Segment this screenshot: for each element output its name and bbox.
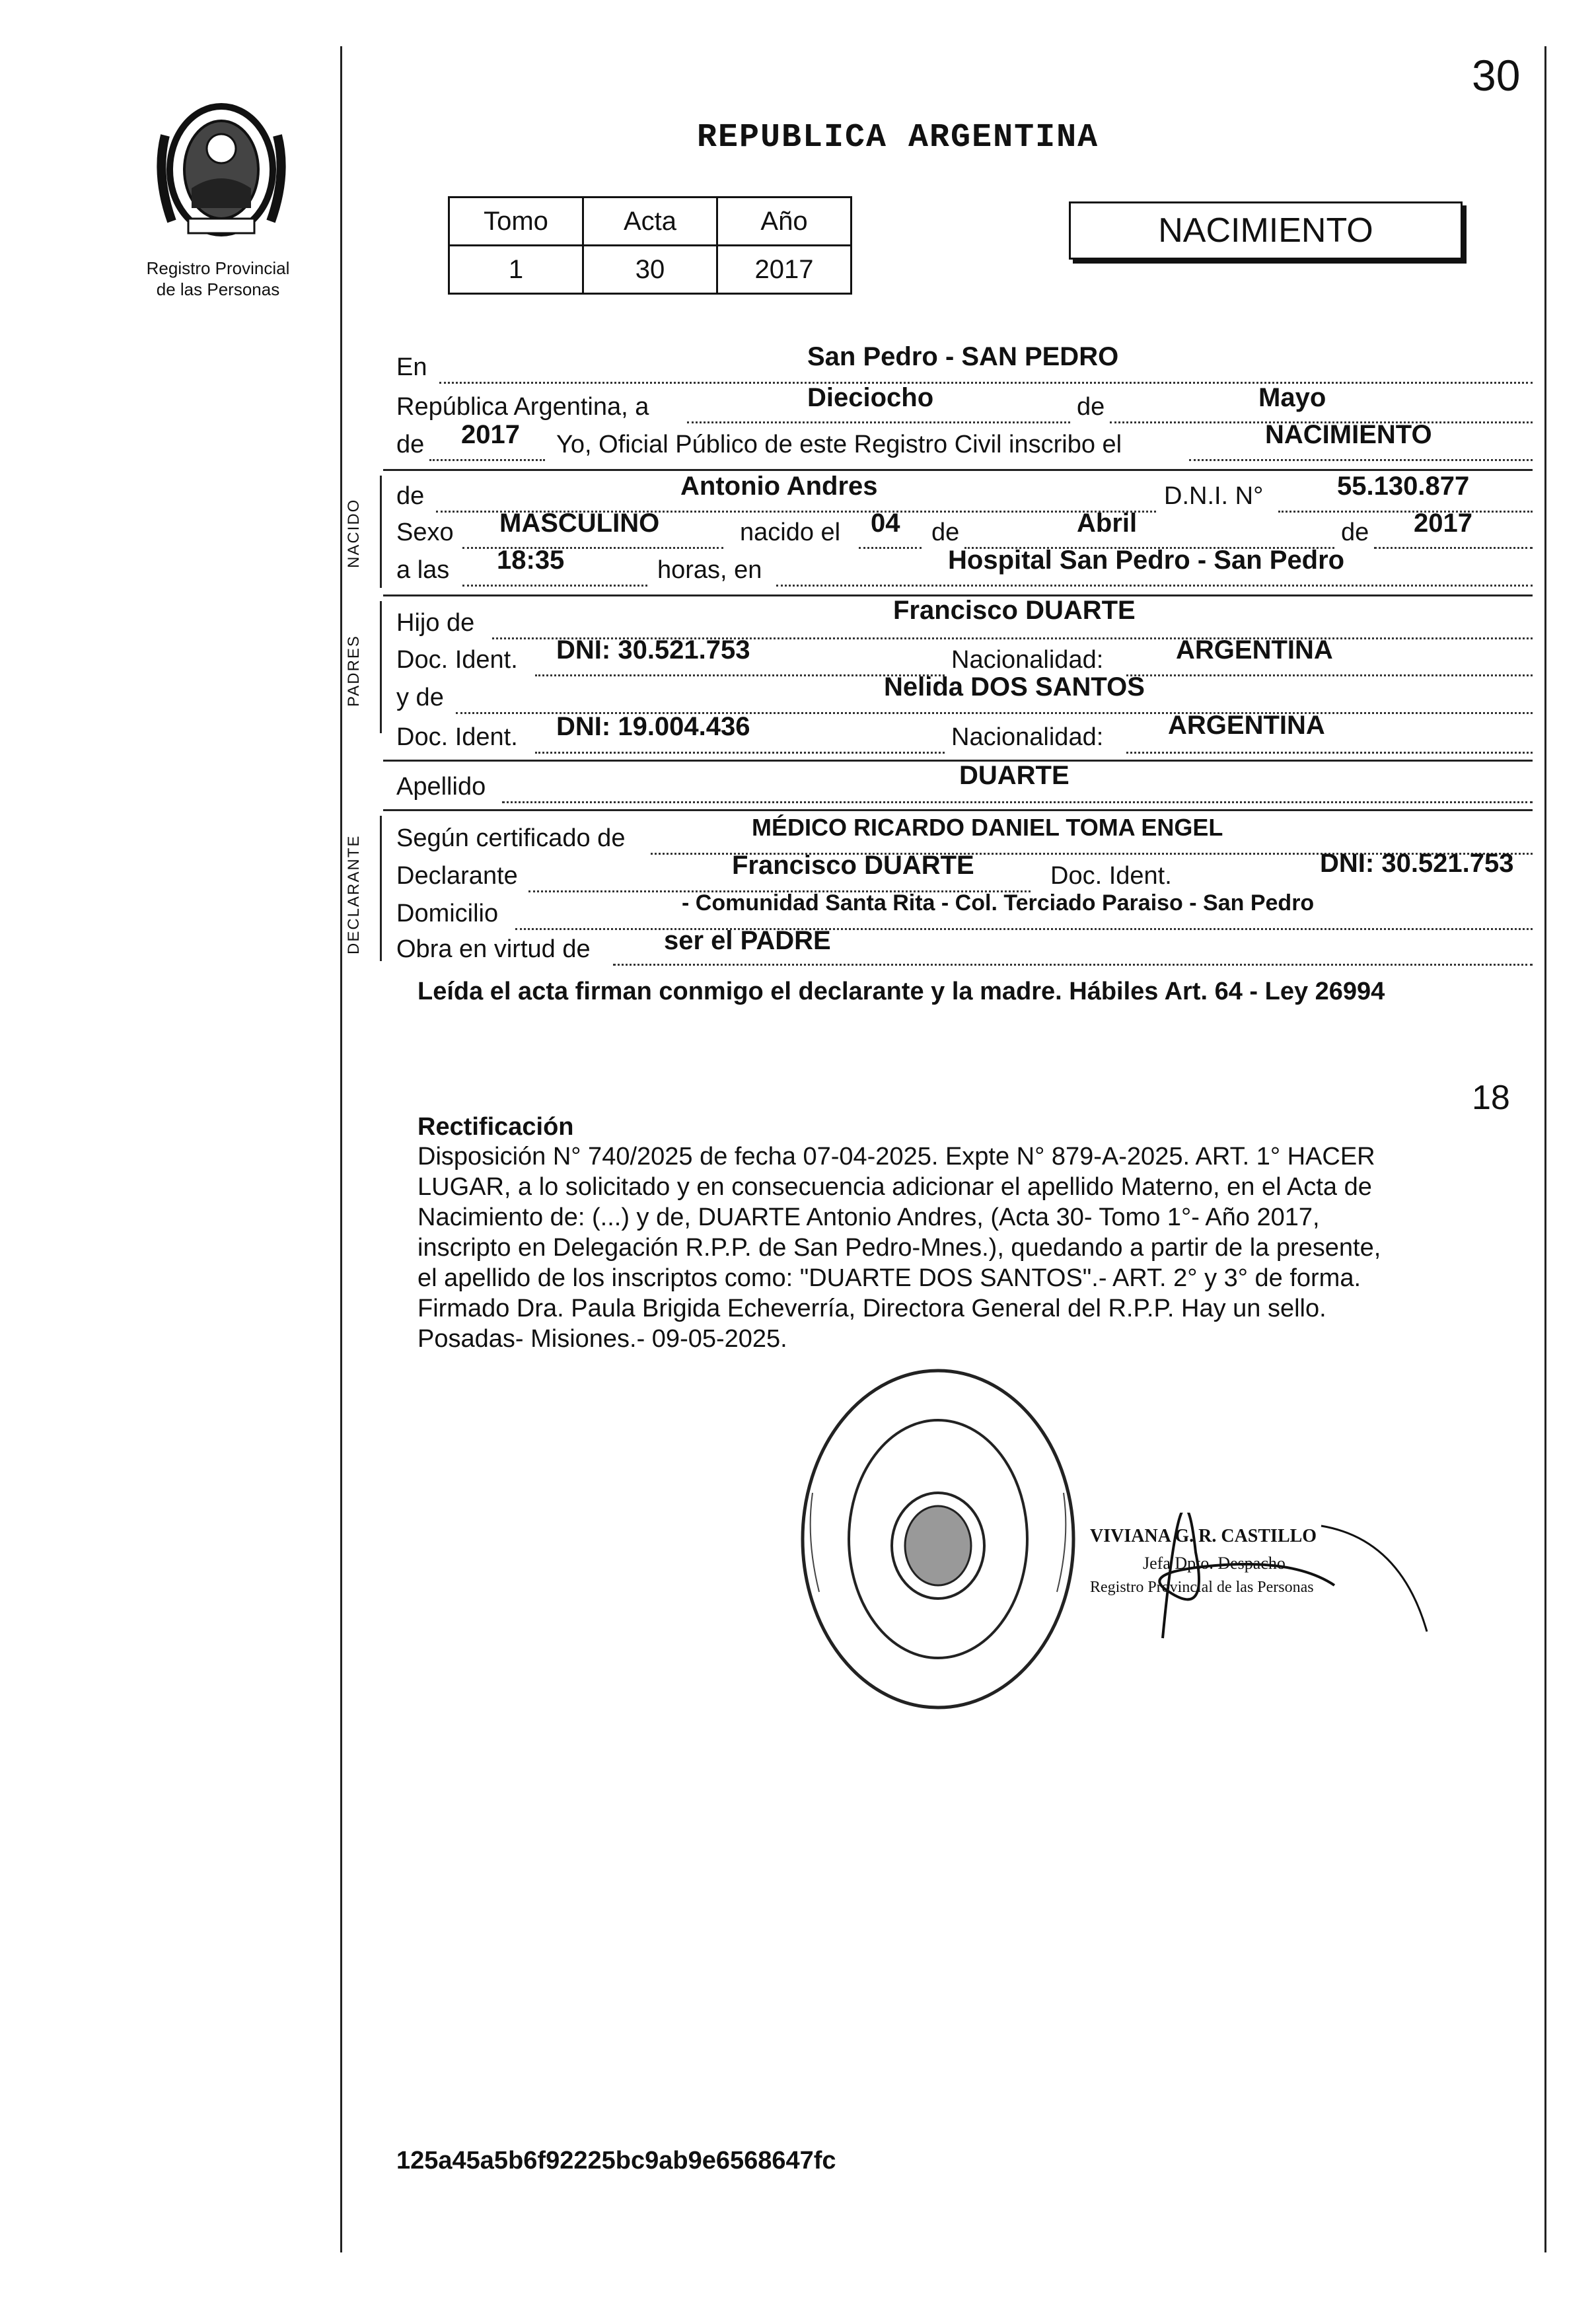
- table-header-acta: Acta: [583, 198, 717, 246]
- de-label-2: de: [396, 431, 425, 458]
- dots: [1126, 674, 1533, 676]
- dots: [859, 547, 922, 549]
- dots: [687, 421, 1070, 423]
- province-logo: [152, 96, 291, 248]
- rect-line: LUGAR, a lo solicitado y en consecuencia adicionar el apellido Materno, en el Acta de: [417, 1173, 1372, 1201]
- nacido-el-label: nacido el: [740, 519, 841, 546]
- hijo-de-label: Hijo de: [396, 609, 475, 637]
- birth-year-value: 2017: [1414, 509, 1472, 538]
- father-nat-value: ARGENTINA: [1176, 635, 1333, 665]
- table-value-tomo: 1: [449, 246, 583, 294]
- separator: [383, 809, 1533, 811]
- obra-label: Obra en virtud de: [396, 935, 591, 963]
- page-number: 30: [1472, 51, 1521, 100]
- mother-nat-value: ARGENTINA: [1168, 711, 1325, 740]
- table-value-ano: 2017: [717, 246, 852, 294]
- en-label: En: [396, 353, 427, 381]
- misiones-seal-icon: [152, 96, 291, 248]
- dots: [502, 801, 1533, 803]
- place-value: San Pedro - SAN PEDRO: [807, 342, 1119, 371]
- register-table-value-row: [449, 246, 852, 294]
- declarante-name-value: Francisco DUARTE: [732, 851, 974, 880]
- signature-role: Jefa Dpto. Despacho: [1143, 1554, 1286, 1573]
- signature-name: VIVIANA G. R. CASTILLO: [1090, 1526, 1317, 1546]
- dots: [439, 382, 1533, 384]
- dots: [1189, 459, 1533, 461]
- register-table: [448, 196, 852, 295]
- dots: [535, 752, 945, 754]
- nacido-de-label-2: de: [931, 519, 960, 546]
- apellido-value: DUARTE: [959, 761, 1070, 790]
- nacido-de-label-3: de: [1341, 519, 1369, 546]
- rect-line: inscripto en Delegación R.P.P. de San Pedro-Mnes.), quedando a partir de la presente,: [417, 1234, 1381, 1262]
- rect-line: Nacimiento de: (...) y de, DUARTE Antonio Andres, (Acta 30- Tomo 1°- Año 2017,: [417, 1204, 1320, 1231]
- father-name-value: Francisco DUARTE: [893, 596, 1136, 625]
- declarante-bracket: [380, 816, 382, 961]
- a-las-label: a las: [396, 556, 450, 584]
- logo-caption-line1: Registro Provincial: [146, 258, 290, 278]
- domicilio-label: Domicilio: [396, 900, 499, 927]
- dots: [1278, 511, 1533, 513]
- sexo-value: MASCULINO: [499, 509, 660, 538]
- signature-block: [1083, 1513, 1493, 1645]
- separator: [383, 469, 1533, 471]
- table-header-tomo: Tomo: [449, 198, 583, 246]
- cert-label: Según certificado de: [396, 824, 626, 852]
- nacido-de-label: de: [396, 482, 425, 510]
- father-nat-label: Nacionalidad:: [951, 646, 1104, 674]
- declarante-doc-value: DNI: 30.521.753: [1320, 849, 1514, 878]
- registry-stamp-icon: [793, 1361, 1083, 1717]
- apellido-label: Apellido: [396, 773, 486, 801]
- dots: [462, 585, 647, 587]
- table-value-acta: 30: [583, 246, 717, 294]
- nacido-section-label: NACIDO: [345, 498, 363, 568]
- rect-line: Firmado Dra. Paula Brigida Echeverría, Directora General del R.P.P. Hay un sello.: [417, 1295, 1326, 1322]
- separator: [383, 760, 1533, 762]
- logo-caption: [119, 258, 317, 300]
- dots: [535, 674, 945, 676]
- closing-text: Leída el acta firman conmigo el declarante y la madre. Hábiles Art. 64 - Ley 26994: [417, 978, 1385, 1005]
- dots: [776, 585, 1533, 587]
- mother-doc-value: DNI: 19.004.436: [556, 712, 750, 741]
- birth-day-value: 04: [871, 509, 900, 538]
- declarante-section-label: DECLARANTE: [345, 834, 363, 954]
- obra-value: ser el PADRE: [664, 926, 831, 955]
- document-hash: 125a45a5b6f92225bc9ab9e6568647fc: [396, 2147, 836, 2175]
- page-title: REPUBLICA ARGENTINA: [697, 119, 1099, 157]
- marginal-number: 18: [1472, 1079, 1510, 1117]
- register-table-header-row: [449, 198, 852, 246]
- mother-name-value: Nelida DOS SANTOS: [884, 672, 1145, 701]
- inscribe-text: Yo, Oficial Público de este Registro Civil inscribo el: [556, 431, 1122, 458]
- rect-line: Posadas- Misiones.- 09-05-2025.: [417, 1325, 787, 1353]
- dots: [613, 964, 1533, 966]
- dots: [429, 459, 545, 461]
- dni-label: D.N.I. N°: [1164, 482, 1264, 510]
- dots: [1126, 752, 1533, 754]
- padres-bracket: [380, 601, 382, 733]
- horas-label: horas, en: [657, 556, 762, 584]
- republica-label: República Argentina, a: [396, 393, 649, 421]
- birth-time-value: 18:35: [497, 546, 565, 575]
- mother-nat-label: Nacionalidad:: [951, 723, 1104, 751]
- sexo-label: Sexo: [396, 519, 454, 546]
- inscribed-type-value: NACIMIENTO: [1265, 420, 1432, 449]
- official-stamp: [793, 1361, 1083, 1717]
- rect-line: el apellido de los inscriptos como: "DUARTE DOS SANTOS".- ART. 2° y 3° de forma.: [417, 1264, 1361, 1292]
- rectificacion-body: [417, 1141, 1544, 1354]
- y-de-label: y de: [396, 684, 444, 711]
- birth-month-value: Abril: [1077, 509, 1138, 538]
- child-name-value: Antonio Andres: [680, 472, 878, 501]
- rect-line: Disposición N° 740/2025 de fecha 07-04-2025. Expte N° 879-A-2025. ART. 1° HACER: [417, 1143, 1375, 1170]
- month-value: Mayo: [1258, 383, 1326, 412]
- padres-section-label: PADRES: [345, 635, 363, 707]
- dots: [1374, 547, 1533, 549]
- signature-org: Registro Provincial de las Personas: [1090, 1579, 1314, 1596]
- domicilio-value: - Comunidad Santa Rita - Col. Terciado Paraiso - San Pedro: [682, 890, 1315, 916]
- declarante-label: Declarante: [396, 862, 518, 890]
- right-margin-line: [1544, 46, 1546, 2252]
- rectificacion-heading: Rectificación: [417, 1113, 574, 1141]
- nacido-bracket: [380, 476, 382, 588]
- father-doc-value: DNI: 30.521.753: [556, 635, 750, 665]
- mother-doc-label: Doc. Ident.: [396, 723, 518, 751]
- child-dni-value: 55.130.877: [1337, 472, 1470, 501]
- father-doc-label: Doc. Ident.: [396, 646, 518, 674]
- birth-place-value: Hospital San Pedro - San Pedro: [948, 546, 1345, 575]
- day-value: Dieciocho: [807, 383, 934, 412]
- cert-value: MÉDICO RICARDO DANIEL TOMA ENGEL: [752, 814, 1223, 841]
- left-margin-line: [340, 46, 342, 2252]
- logo-caption-line2: de las Personas: [156, 279, 280, 299]
- de-label: de: [1077, 393, 1105, 421]
- declarante-doc-label: Doc. Ident.: [1050, 862, 1172, 890]
- table-header-ano: Año: [717, 198, 852, 246]
- record-type-box: NACIMIENTO: [1069, 201, 1463, 260]
- year-value: 2017: [461, 420, 520, 449]
